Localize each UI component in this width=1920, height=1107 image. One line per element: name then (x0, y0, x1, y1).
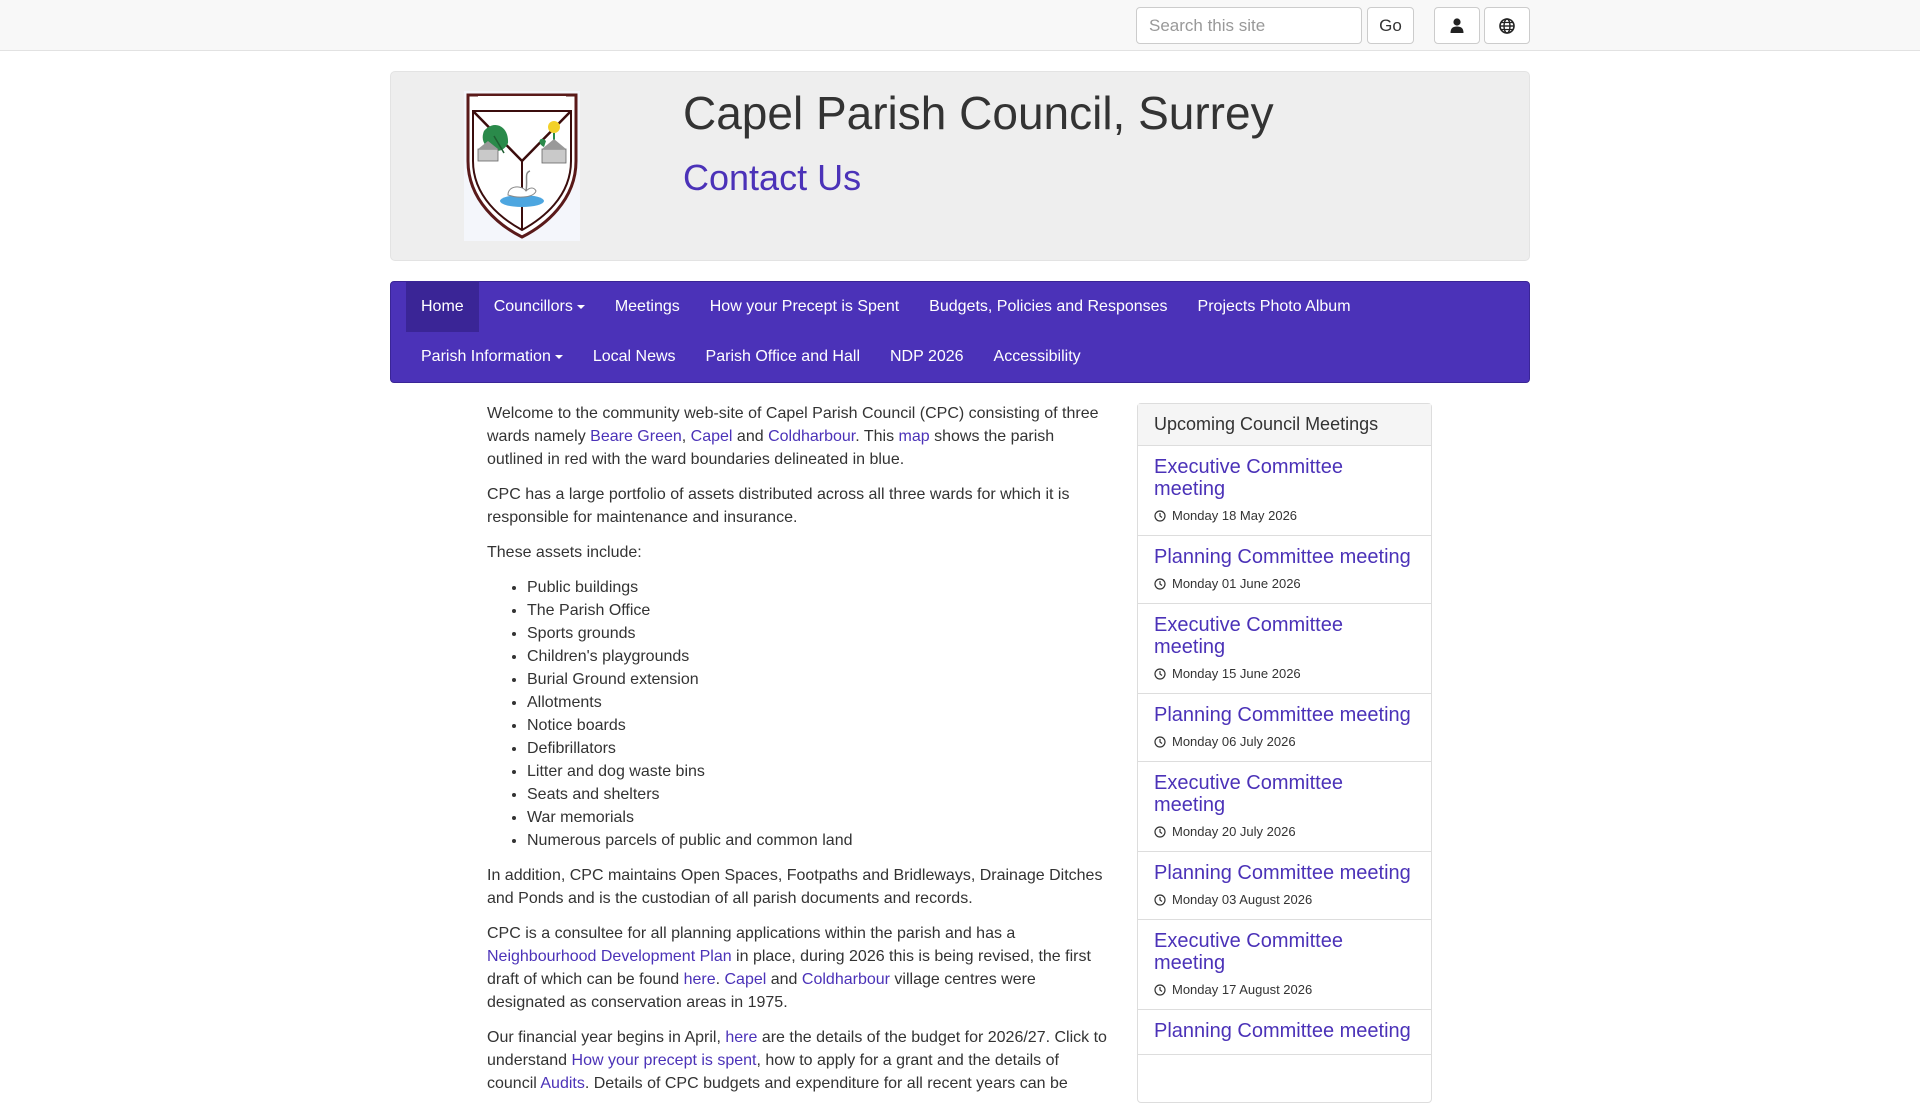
precept-link[interactable]: How your precept is spent (571, 1052, 757, 1069)
clock-icon (1154, 894, 1166, 906)
language-button[interactable] (1484, 7, 1530, 44)
text: . This (855, 428, 899, 445)
date-text: Monday 18 May 2026 (1172, 508, 1298, 523)
meeting-link[interactable]: Planning Committee meeting (1154, 546, 1411, 568)
nav-row-2 (406, 332, 1096, 382)
meeting-date (1154, 666, 1415, 681)
globe-icon (1499, 18, 1515, 34)
meeting-item (1138, 762, 1431, 852)
panel-heading: Upcoming Council Meetings (1138, 404, 1431, 446)
search-input[interactable] (1136, 7, 1362, 44)
text: , (681, 428, 691, 445)
date-text: Monday 03 August 2026 (1172, 892, 1313, 907)
list-item: • Litter and dog waste bins (527, 760, 1109, 783)
capel-link[interactable]: Capel (724, 971, 767, 988)
meeting-item (1138, 536, 1431, 604)
nav-label: Local News (592, 348, 676, 365)
list-item: • Seats and shelters (527, 783, 1109, 806)
clock-icon (1154, 826, 1166, 838)
meeting-date (1154, 508, 1415, 523)
intro-paragraph (487, 402, 1109, 471)
capel-link[interactable]: Capel (690, 428, 733, 445)
list-item: • Sports grounds (527, 622, 1109, 645)
text: shows the parish outlined in red with the ward boundaries delineated in blue. (487, 428, 1055, 468)
upcoming-meetings-panel (1137, 403, 1432, 1103)
header-banner (390, 71, 1530, 261)
meeting-item (1138, 852, 1431, 920)
meeting-link[interactable]: Executive Committee meeting (1154, 772, 1343, 816)
meeting-date (1154, 734, 1415, 749)
date-text: Monday 06 July 2026 (1172, 734, 1296, 749)
nav-meetings[interactable] (600, 282, 695, 332)
clock-icon (1154, 984, 1166, 996)
user-icon (1450, 18, 1464, 33)
nav-label: Home (421, 298, 464, 315)
neighbourhood-plan-link[interactable]: Neighbourhood Development Plan (487, 948, 732, 965)
nav-label: Projects Photo Album (1197, 298, 1351, 315)
nav-label: NDP 2026 (890, 348, 964, 365)
text: and (732, 428, 769, 445)
draft-here-link[interactable]: here (683, 971, 716, 988)
assets-intro: These assets include: (487, 544, 642, 561)
list-item: • Notice boards (527, 714, 1109, 737)
meeting-item (1138, 694, 1431, 762)
text: and (766, 971, 802, 988)
nav-precept[interactable] (695, 282, 914, 332)
list-item: • Numerous parcels of public and common land (527, 829, 1109, 852)
clock-icon (1154, 668, 1166, 680)
nav-parish-information[interactable] (406, 332, 578, 382)
beare-green-link[interactable]: Beare Green (590, 428, 682, 445)
nav-councillors[interactable] (479, 282, 600, 332)
nav-ndp-2026[interactable] (875, 332, 979, 382)
text: Our financial year begins in April, (487, 1029, 726, 1046)
text: . (715, 971, 725, 988)
nav-label: Accessibility (993, 348, 1081, 365)
top-bar (0, 0, 1920, 51)
assets-list (527, 576, 1109, 852)
maintenance-paragraph: In addition, CPC maintains Open Spaces, Footpaths and Bridleways, Drainage Ditches and Ponds and is the custodian of all parish documents and records. (487, 867, 1103, 907)
text: village centres were designated as conservation areas in 1975. (487, 971, 1036, 1011)
date-text: Monday 01 June 2026 (1172, 576, 1301, 591)
meeting-link[interactable]: Executive Committee meeting (1154, 456, 1343, 500)
nav-label: Councillors (493, 298, 573, 315)
date-text: Monday 17 August 2026 (1172, 982, 1313, 997)
meeting-date (1154, 576, 1415, 591)
nav-label: Parish Information (421, 348, 551, 365)
nav-local-news[interactable] (578, 332, 691, 382)
meeting-date (1154, 824, 1415, 839)
caret-down-icon (577, 305, 585, 309)
nav-photo-album[interactable] (1183, 282, 1366, 332)
nav-home[interactable] (406, 282, 479, 332)
finance-paragraph (487, 1026, 1109, 1095)
list-item: • The Parish Office (527, 599, 1109, 622)
map-link[interactable]: map (898, 428, 930, 445)
list-item: • Public buildings (527, 576, 1109, 599)
meeting-item (1138, 604, 1431, 694)
text: CPC is a consultee for all planning applications within the parish and has a (487, 925, 1016, 942)
meeting-item (1138, 446, 1431, 536)
list-item: • Allotments (527, 691, 1109, 714)
meeting-date (1154, 982, 1415, 997)
nav-budgets[interactable] (914, 282, 1182, 332)
user-button[interactable] (1434, 7, 1480, 44)
audits-link[interactable]: Audits (540, 1075, 585, 1092)
caret-down-icon (555, 355, 563, 359)
nav-row-1 (406, 282, 1366, 332)
main-content (487, 402, 1109, 1107)
date-text: Monday 15 June 2026 (1172, 666, 1301, 681)
meeting-link[interactable]: Planning Committee meeting (1154, 704, 1411, 726)
clock-icon (1154, 736, 1166, 748)
parish-crest-logo[interactable] (464, 91, 580, 241)
list-item: • Defibrillators (527, 737, 1109, 760)
list-item: • Burial Ground extension (527, 668, 1109, 691)
text: are the details of the budget for 2026/27. Click to understand (487, 1029, 1107, 1069)
nav-accessibility[interactable] (979, 332, 1096, 382)
meeting-link[interactable]: Planning Committee meeting (1154, 1020, 1411, 1042)
nav-label: Budgets, Policies and Responses (929, 298, 1168, 315)
meeting-link[interactable]: Planning Committee meeting (1154, 862, 1411, 884)
coldharbour-link[interactable]: Coldharbour (801, 971, 890, 988)
text: . Details of CPC budgets and expenditure for all recent years can be (584, 1075, 1068, 1092)
meeting-link[interactable]: Executive Committee meeting (1154, 614, 1343, 658)
contact-us-link[interactable]: Contact Us (683, 157, 862, 198)
list-item: • Children's playgrounds (527, 645, 1109, 668)
meeting-date (1154, 892, 1415, 907)
text: in place, during 2026 this is being revised, the first draft of which can be found (487, 948, 1091, 988)
go-button[interactable]: Go (1367, 7, 1414, 44)
date-text: Monday 20 July 2026 (1172, 824, 1296, 839)
clock-icon (1154, 510, 1166, 522)
meeting-link[interactable]: Executive Committee meeting (1154, 930, 1343, 974)
text: Welcome to the community web-site of Capel Parish Council (CPC) consisting of three wards namely (487, 405, 1099, 445)
budget-here-link[interactable]: here (725, 1029, 758, 1046)
site-title: Capel Parish Council, Surrey (683, 87, 1274, 139)
main-navigation (390, 281, 1530, 383)
clock-icon (1154, 578, 1166, 590)
meeting-item (1138, 1010, 1431, 1055)
nav-label: Meetings (614, 298, 680, 315)
nav-label: Parish Office and Hall (705, 348, 860, 365)
nav-label: How your Precept is Spent (709, 298, 900, 315)
nav-parish-office[interactable] (691, 332, 875, 382)
assets-paragraph: CPC has a large portfolio of assets distributed across all three wards for which it is responsible for maintenance and insurance. (487, 486, 1070, 526)
text: , how to apply for a grant and the details of council (487, 1052, 1059, 1092)
meeting-item (1138, 920, 1431, 1010)
coldharbour-link[interactable]: Coldharbour (768, 428, 856, 445)
planning-paragraph (487, 922, 1109, 1014)
list-item: • War memorials (527, 806, 1109, 829)
